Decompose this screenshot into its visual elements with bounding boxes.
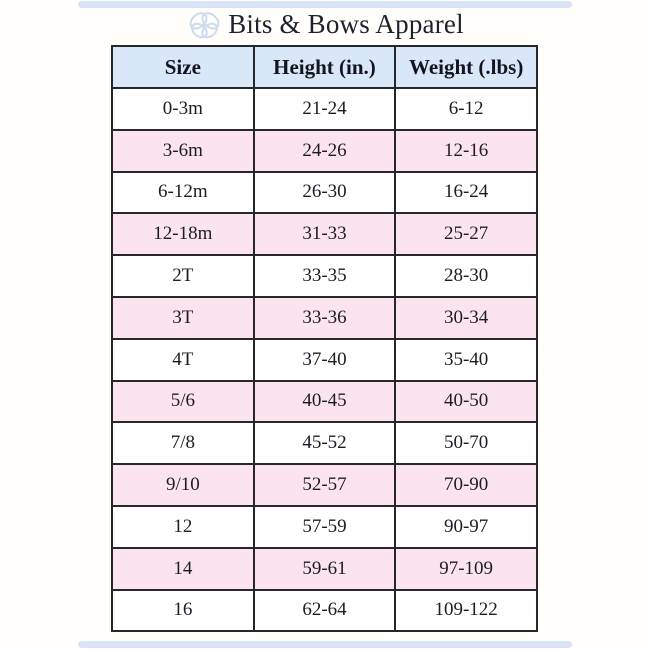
bow-monogram-icon xyxy=(186,9,223,42)
table-cell: 30-34 xyxy=(395,297,537,339)
table-cell: 0-3m xyxy=(112,88,254,130)
table-cell: 57-59 xyxy=(254,506,396,548)
column-header-weight: Weight (.lbs) xyxy=(395,46,537,88)
table-cell: 4T xyxy=(112,339,254,381)
table-cell: 3T xyxy=(112,297,254,339)
table-cell: 52-57 xyxy=(254,464,396,506)
brand-header xyxy=(0,4,650,44)
table-cell: 16 xyxy=(112,590,254,632)
table-header-row xyxy=(112,46,537,88)
size-chart-table xyxy=(111,45,538,632)
table-cell: 35-40 xyxy=(395,339,537,381)
table-cell: 28-30 xyxy=(395,255,537,297)
page-title: Bits & Bows Apparel xyxy=(228,8,464,39)
column-header-height: Height (in.) xyxy=(254,46,396,88)
table-row xyxy=(112,381,537,423)
table-cell: 14 xyxy=(112,548,254,590)
table-row xyxy=(112,88,537,130)
table-cell: 40-50 xyxy=(395,381,537,423)
table-cell: 6-12m xyxy=(112,172,254,214)
bottom-accent-bar xyxy=(78,641,572,648)
table-cell: 33-36 xyxy=(254,297,396,339)
table-cell: 24-26 xyxy=(254,130,396,172)
table-cell: 5/6 xyxy=(112,381,254,423)
table-cell: 37-40 xyxy=(254,339,396,381)
table-cell: 70-90 xyxy=(395,464,537,506)
table-cell: 50-70 xyxy=(395,422,537,464)
table-cell: 9/10 xyxy=(112,464,254,506)
table-cell: 26-30 xyxy=(254,172,396,214)
table-cell: 12 xyxy=(112,506,254,548)
table-row xyxy=(112,590,537,632)
table-row xyxy=(112,548,537,590)
table-row xyxy=(112,297,537,339)
table-row xyxy=(112,506,537,548)
table-body xyxy=(112,88,537,631)
table-row xyxy=(112,130,537,172)
table-row xyxy=(112,255,537,297)
table-row xyxy=(112,464,537,506)
table-cell: 12-18m xyxy=(112,213,254,255)
table-cell: 40-45 xyxy=(254,381,396,423)
table-cell: 2T xyxy=(112,255,254,297)
table-cell: 33-35 xyxy=(254,255,396,297)
table-cell: 16-24 xyxy=(395,172,537,214)
table-cell: 21-24 xyxy=(254,88,396,130)
table-cell: 97-109 xyxy=(395,548,537,590)
table-cell: 31-33 xyxy=(254,213,396,255)
table-cell: 90-97 xyxy=(395,506,537,548)
table-cell: 25-27 xyxy=(395,213,537,255)
table-row xyxy=(112,172,537,214)
table-cell: 62-64 xyxy=(254,590,396,632)
table-cell: 3-6m xyxy=(112,130,254,172)
table-cell: 59-61 xyxy=(254,548,396,590)
table-row xyxy=(112,339,537,381)
table-cell: 6-12 xyxy=(395,88,537,130)
table-row xyxy=(112,422,537,464)
column-header-size: Size xyxy=(112,46,254,88)
table-cell: 45-52 xyxy=(254,422,396,464)
table-cell: 12-16 xyxy=(395,130,537,172)
table-cell: 109-122 xyxy=(395,590,537,632)
table-row xyxy=(112,213,537,255)
table-cell: 7/8 xyxy=(112,422,254,464)
